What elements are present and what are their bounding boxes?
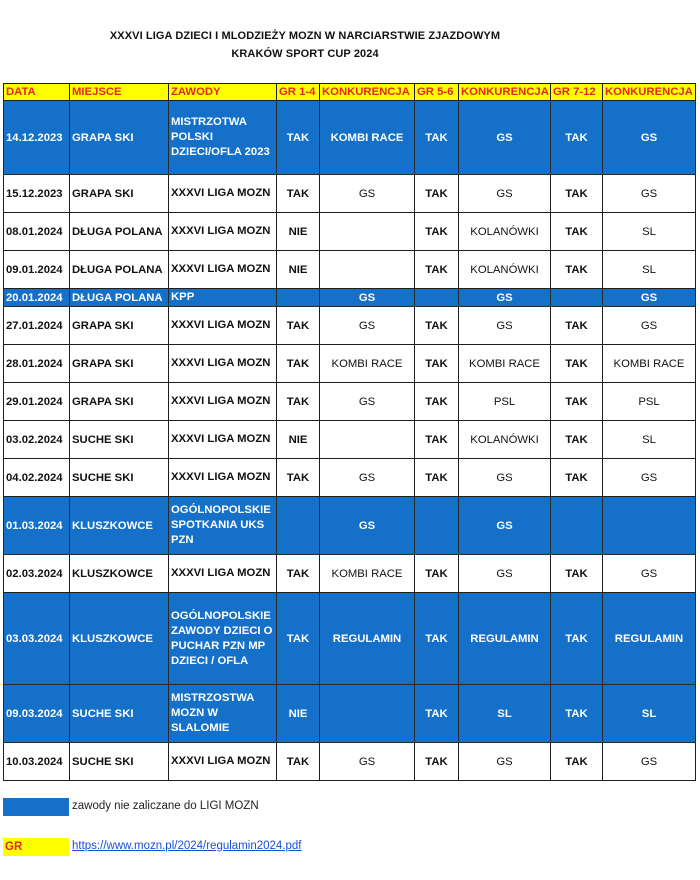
row-gr-7-12: TAK [551,685,603,743]
row-discipline-1-4: GS [320,175,415,213]
row-gr-5-6: TAK [415,743,459,781]
row-date: 02.03.2024 [4,555,70,593]
row-gr-5-6 [415,497,459,555]
row-event: XXXVI LIGA MOZN [169,251,277,289]
table-row [4,175,696,213]
row-gr-7-12: TAK [551,101,603,175]
regulamin-link[interactable]: https://www.mozn.pl/2024/regulamin2024.pdf [72,840,302,852]
row-event: XXXVI LIGA MOZN [169,459,277,497]
row-event: XXXVI LIGA MOZN [169,345,277,383]
row-gr-5-6: TAK [415,383,459,421]
row-gr-5-6: TAK [415,213,459,251]
row-event: XXXVI LIGA MOZN [169,383,277,421]
row-gr-7-12: TAK [551,593,603,685]
row-gr-1-4: NIE [277,685,320,743]
table-row [4,421,696,459]
row-event: OGÓLNOPOLSKIE ZAWODY DZIECI O PUCHAR PZN MP DZIECI / OFLA [169,593,277,685]
row-event: XXXVI LIGA MOZN [169,555,277,593]
table-row [4,685,696,743]
row-discipline-7-12: SL [603,421,696,459]
row-discipline-5-6: GS [459,289,551,307]
header-row [4,84,696,101]
table-row [4,383,696,421]
row-discipline-1-4: GS [320,383,415,421]
row-discipline-7-12: SL [603,213,696,251]
row-place: SUCHE SKI [70,459,169,497]
row-gr-5-6: TAK [415,345,459,383]
row-date: 27.01.2024 [4,307,70,345]
document-subtitle: KRAKÓW SPORT CUP 2024 [231,48,379,60]
gr-label: GR [3,838,69,856]
row-gr-1-4: TAK [277,175,320,213]
row-discipline-1-4 [320,213,415,251]
row-place: DŁUGA POLANA [70,289,169,307]
row-discipline-1-4: GS [320,459,415,497]
header-discipline-1-4: KONKURENCJA [320,84,415,101]
row-discipline-7-12: GS [603,175,696,213]
row-date: 20.01.2024 [4,289,70,307]
header-date: DATA [4,84,70,101]
table-row [4,345,696,383]
table-row [4,213,696,251]
row-gr-7-12: TAK [551,345,603,383]
row-discipline-5-6: GS [459,175,551,213]
row-gr-7-12: TAK [551,383,603,421]
row-place: DŁUGA POLANA [70,251,169,289]
row-discipline-1-4: KOMBI RACE [320,345,415,383]
row-discipline-7-12 [603,497,696,555]
row-event: XXXVI LIGA MOZN [169,213,277,251]
row-discipline-5-6: REGULAMIN [459,593,551,685]
row-place: GRAPA SKI [70,101,169,175]
row-discipline-1-4 [320,251,415,289]
table-row [4,251,696,289]
row-event: MISTRZOSTWA MOZN W SLALOMIE [169,685,277,743]
table-row [4,459,696,497]
row-date: 28.01.2024 [4,345,70,383]
row-gr-1-4: TAK [277,101,320,175]
row-discipline-1-4: REGULAMIN [320,593,415,685]
row-place: SUCHE SKI [70,421,169,459]
row-gr-1-4: TAK [277,555,320,593]
header-discipline-5-6: KONKURENCJA [459,84,551,101]
schedule-table [3,83,696,781]
row-gr-5-6: TAK [415,251,459,289]
row-date: 08.01.2024 [4,213,70,251]
row-date: 15.12.2023 [4,175,70,213]
row-gr-5-6 [415,289,459,307]
row-date: 09.01.2024 [4,251,70,289]
row-event: XXXVI LIGA MOZN [169,307,277,345]
table-row [4,497,696,555]
row-discipline-5-6: KOLANÓWKI [459,213,551,251]
row-discipline-7-12: SL [603,685,696,743]
row-gr-1-4 [277,497,320,555]
row-gr-7-12: TAK [551,175,603,213]
row-gr-7-12: TAK [551,555,603,593]
row-gr-5-6: TAK [415,101,459,175]
row-discipline-7-12: SL [603,251,696,289]
row-gr-7-12 [551,289,603,307]
row-gr-7-12: TAK [551,307,603,345]
row-date: 03.03.2024 [4,593,70,685]
row-discipline-7-12: GS [603,743,696,781]
row-gr-5-6: TAK [415,421,459,459]
row-date: 03.02.2024 [4,421,70,459]
row-gr-5-6: TAK [415,555,459,593]
row-discipline-5-6: GS [459,497,551,555]
row-discipline-1-4: GS [320,289,415,307]
row-discipline-1-4: KOMBI RACE [320,555,415,593]
row-date: 14.12.2023 [4,101,70,175]
row-place: GRAPA SKI [70,383,169,421]
row-place: SUCHE SKI [70,743,169,781]
row-gr-7-12 [551,497,603,555]
row-event: XXXVI LIGA MOZN [169,743,277,781]
document-title: XXXVI LIGA DZIECI I MLODZIEŻY MOZN W NARCIARSTWIE ZJAZDOWYM [109,30,501,42]
row-place: KLUSZKOWCE [70,593,169,685]
row-gr-5-6: TAK [415,685,459,743]
row-discipline-7-12: GS [603,101,696,175]
row-discipline-1-4 [320,421,415,459]
row-date: 10.03.2024 [4,743,70,781]
row-gr-1-4: TAK [277,307,320,345]
row-gr-1-4: TAK [277,459,320,497]
header-gr-1-4: GR 1-4 [277,84,320,101]
row-date: 09.03.2024 [4,685,70,743]
row-event: KPP [169,289,277,307]
row-gr-1-4: TAK [277,345,320,383]
row-discipline-1-4 [320,685,415,743]
row-date: 04.02.2024 [4,459,70,497]
row-gr-1-4: TAK [277,383,320,421]
table-row [4,743,696,781]
row-gr-1-4: NIE [277,251,320,289]
row-discipline-7-12: GS [603,307,696,345]
row-place: GRAPA SKI [70,345,169,383]
table-row [4,555,696,593]
row-date: 29.01.2024 [4,383,70,421]
row-event: OGÓLNOPOLSKIE SPOTKANIA UKS PZN [169,497,277,555]
row-gr-7-12: TAK [551,743,603,781]
row-discipline-7-12: GS [603,289,696,307]
row-place: KLUSZKOWCE [70,555,169,593]
row-discipline-7-12: GS [603,459,696,497]
row-event: XXXVI LIGA MOZN [169,175,277,213]
row-gr-1-4: TAK [277,593,320,685]
row-place: KLUSZKOWCE [70,497,169,555]
row-discipline-7-12: PSL [603,383,696,421]
row-discipline-5-6: GS [459,459,551,497]
row-gr-5-6: TAK [415,459,459,497]
table-row [4,289,696,307]
row-place: DŁUGA POLANA [70,213,169,251]
row-discipline-5-6: PSL [459,383,551,421]
row-gr-5-6: TAK [415,175,459,213]
row-place: GRAPA SKI [70,175,169,213]
row-gr-7-12: TAK [551,251,603,289]
row-discipline-5-6: GS [459,743,551,781]
header-gr-7-12: GR 7-12 [551,84,603,101]
row-discipline-7-12: REGULAMIN [603,593,696,685]
row-gr-1-4: NIE [277,213,320,251]
row-discipline-7-12: GS [603,555,696,593]
row-discipline-5-6: KOMBI RACE [459,345,551,383]
row-discipline-1-4: GS [320,497,415,555]
row-gr-1-4: NIE [277,421,320,459]
row-discipline-5-6: KOLANÓWKI [459,251,551,289]
row-gr-7-12: TAK [551,459,603,497]
header-discipline-7-12: KONKURENCJA [603,84,696,101]
table-row [4,101,696,175]
row-discipline-1-4: GS [320,307,415,345]
row-discipline-5-6: GS [459,307,551,345]
row-gr-7-12: TAK [551,213,603,251]
row-place: GRAPA SKI [70,307,169,345]
row-discipline-7-12: KOMBI RACE [603,345,696,383]
row-gr-5-6: TAK [415,307,459,345]
row-gr-7-12: TAK [551,421,603,459]
legend-text: zawody nie zaliczane do LIGI MOZN [72,800,259,812]
row-gr-1-4: TAK [277,743,320,781]
header-event: ZAWODY [169,84,277,101]
row-date: 01.03.2024 [4,497,70,555]
row-event: XXXVI LIGA MOZN [169,421,277,459]
table-row [4,307,696,345]
row-discipline-5-6: SL [459,685,551,743]
header-place: MIEJSCE [70,84,169,101]
legend-color-swatch [3,798,69,816]
row-gr-1-4 [277,289,320,307]
header-gr-5-6: GR 5-6 [415,84,459,101]
row-discipline-5-6: GS [459,555,551,593]
row-discipline-1-4: KOMBI RACE [320,101,415,175]
row-discipline-5-6: GS [459,101,551,175]
row-discipline-5-6: KOLANÓWKI [459,421,551,459]
row-gr-5-6: TAK [415,593,459,685]
row-event: MISTRZOTWA POLSKI DZIECI/OFLA 2023 [169,101,277,175]
row-discipline-1-4: GS [320,743,415,781]
table-row [4,593,696,685]
row-place: SUCHE SKI [70,685,169,743]
